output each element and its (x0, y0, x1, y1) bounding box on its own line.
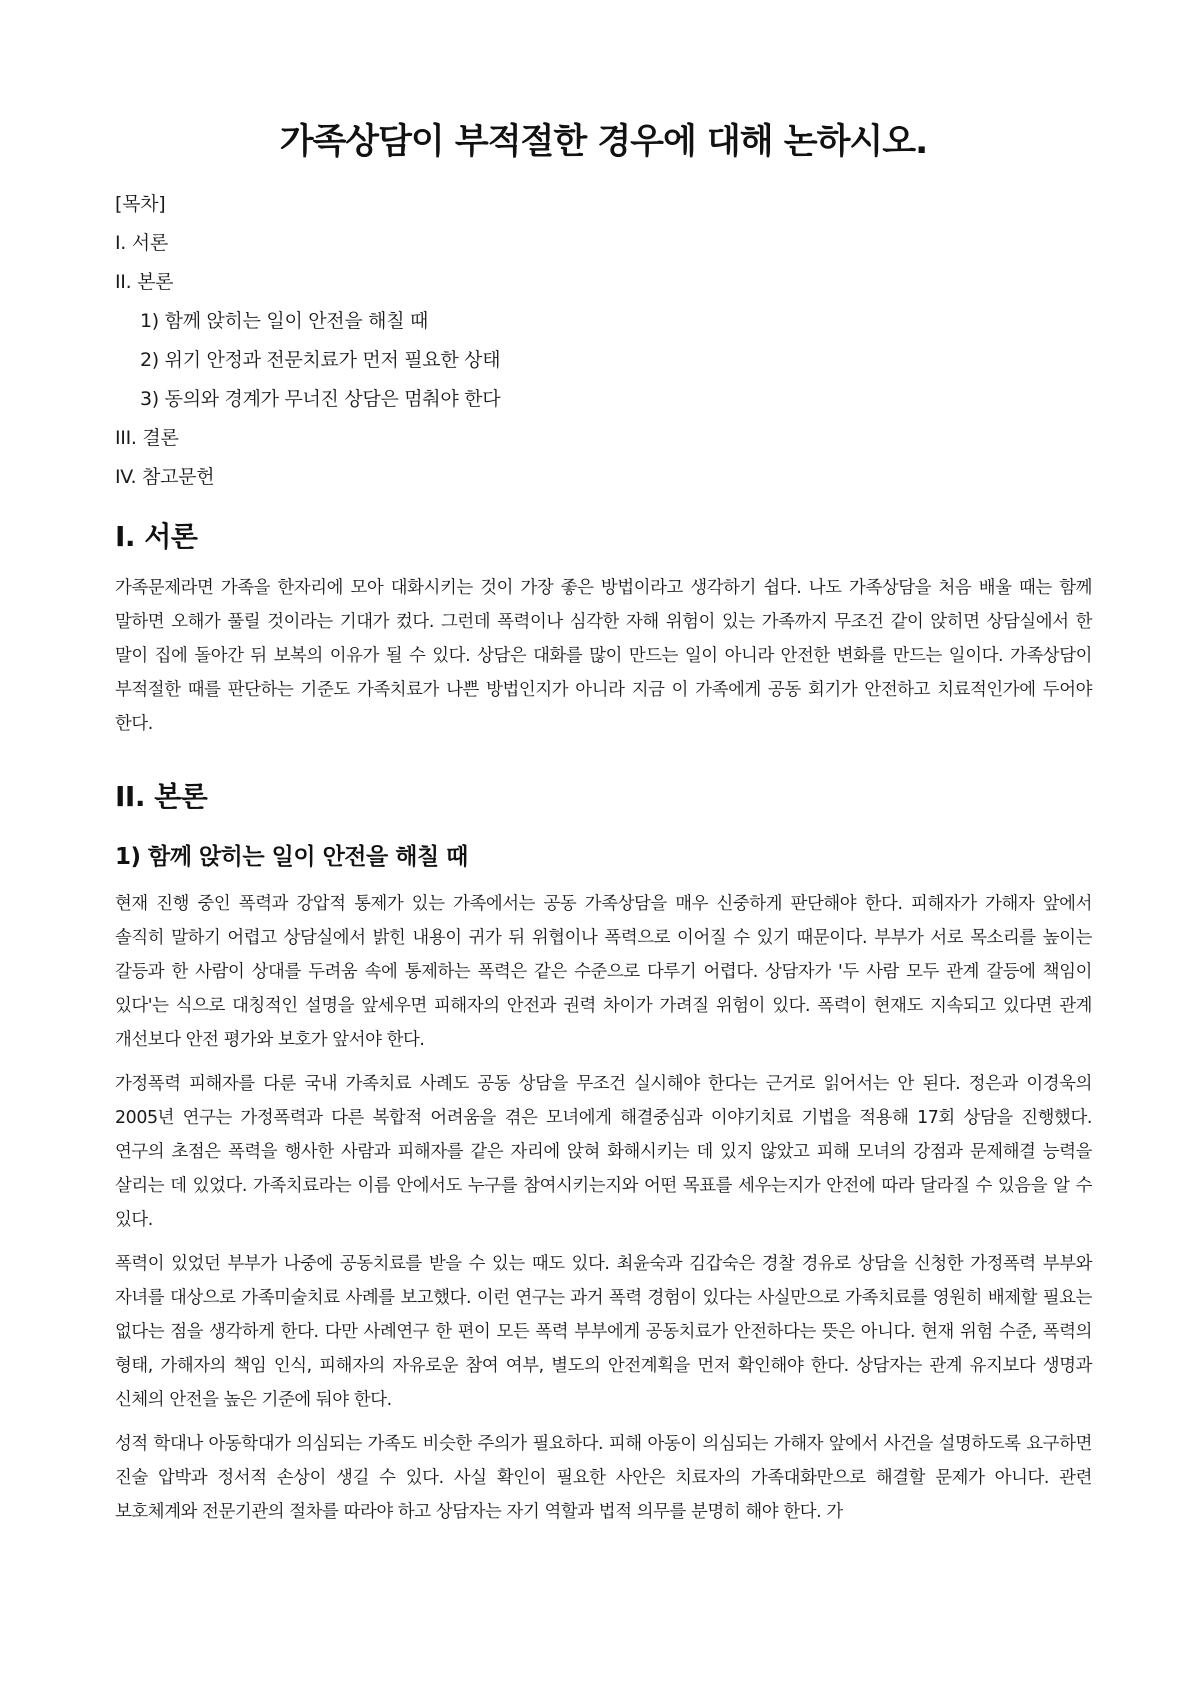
toc-item-body-1: 1) 함께 앉히는 일이 안전을 해칠 때 (140, 310, 429, 332)
toc-item-body-2: 2) 위기 안정과 전문치료가 먼저 필요한 상태 (140, 349, 501, 371)
toc-item-body-3: 3) 동의와 경계가 무너진 상담은 멈춰야 한다 (140, 388, 501, 410)
document-title: 가족상담이 부적절한 경우에 대해 논하시오. (279, 122, 928, 162)
body-section-1-paragraph-2: 가정폭력 피해자를 다룬 국내 가족치료 사례도 공동 상담을 무조건 실시해야 한다는 근거로 읽어서는 안 된다. 정은과 이경욱의 2005년 연구는 가정폭력과 다른 복합적 어려움을 겪은 모녀에게 해결중심과 이야기치료 기법을 적용해 17회 상담을 진행했다. 연구의 초점은 폭력을 행사한 사람과 피해자를 같은 자리에 앉혀 화해시키는 데 있지 않았고 피해 모녀의 강점과 문제해결 능력을 살리는 데 있었다. 가족치료라는 이름 안에서도 누구를 참여시키는지와 어떤 목표를 세우는지가 안전에 따라 달라질 수 있음을 알 수 있다. (115, 1074, 1092, 1230)
body-section-1-heading: 1) 함께 앉히는 일이 안전을 해칠 때 (115, 844, 468, 870)
intro-heading: I. 서론 (115, 520, 198, 553)
body-heading: II. 본론 (115, 780, 208, 813)
toc-item-intro: I. 서론 (115, 232, 168, 254)
body-section-1-paragraph-1: 현재 진행 중인 폭력과 강압적 통제가 있는 가족에서는 공동 가족상담을 매우 신중하게 판단해야 한다. 피해자가 가해자 앞에서 솔직히 말하기 어렵고 상담실에서 밝힌 내용이 귀가 뒤 위협이나 폭력으로 이어질 수 있기 때문이다. 부부가 서로 목소리를 높이는 갈등과 한 사람이 상대를 두려움 속에 통제하는 폭력은 같은 수준으로 다루기 어렵다. 상담자가 '두 사람 모두 관계 갈등에 책임이 있다'는 식으로 대칭적인 설명을 앞세우면 피해자의 안전과 권력 차이가 가려질 위험이 있다. 폭력이 현재도 지속되고 있다면 관계 개선보다 안전 평가와 보호가 앞서야 한다. (115, 894, 1092, 1050)
toc-heading: [목차] (115, 193, 166, 215)
table-of-contents (115, 192, 1092, 489)
body-section-1-paragraph-4: 성적 학대나 아동학대가 의심되는 가족도 비슷한 주의가 필요하다. 피해 아동이 의심되는 가해자 앞에서 사건을 설명하도록 요구하면 진술 압박과 정서적 손상이 생길 수 있다. 사실 확인이 필요한 사안은 치료자의 가족대화만으로 해결할 문제가 아니다. 관련 보호체계와 전문기관의 절차를 따라야 하고 상담자는 자기 역할과 법적 의무를 분명히 해야 한다. 가 (115, 1434, 1092, 1522)
toc-item-conclusion: III. 결론 (115, 427, 179, 449)
body-section-1-paragraph-3: 폭력이 있었던 부부가 나중에 공동치료를 받을 수 있는 때도 있다. 최윤숙과 김갑숙은 경찰 경유로 상담을 신청한 가정폭력 부부와 자녀를 대상으로 가족미술치료 사례를 보고했다. 이런 연구는 과거 폭력 경험이 있다는 사실만으로 가족치료를 영원히 배제할 필요는 없다는 점을 생각하게 한다. 다만 사례연구 한 편이 모든 폭력 부부에게 공동치료가 안전하다는 뜻은 아니다. 현재 위험 수준, 폭력의 형태, 가해자의 책임 인식, 피해자의 자유로운 참여 여부, 별도의 안전계획을 먼저 확인해야 한다. 상담자는 관계 유지보다 생명과 신체의 안전을 높은 기준에 둬야 한다. (115, 1254, 1092, 1410)
intro-paragraph: 가족문제라면 가족을 한자리에 모아 대화시키는 것이 가장 좋은 방법이라고 생각하기 쉽다. 나도 가족상담을 처음 배울 때는 함께 말하면 오해가 풀릴 것이라는 기대가 컸다. 그런데 폭력이나 심각한 자해 위험이 있는 가족까지 무조건 같이 앉히면 상담실에서 한 말이 집에 돌아간 뒤 보복의 이유가 될 수 있다. 상담은 대화를 많이 만드는 일이 아니라 안전한 변화를 만드는 일이다. 가족상담이 부적절한 때를 판단하는 기준도 가족치료가 나쁜 방법인지가 아니라 지금 이 가족에게 공동 회기가 안전하고 치료적인가에 두어야 한다. (115, 578, 1092, 734)
toc-item-references: IV. 참고문헌 (115, 466, 215, 488)
section-spacer (115, 751, 1092, 779)
toc-item-body: II. 본론 (115, 271, 174, 293)
